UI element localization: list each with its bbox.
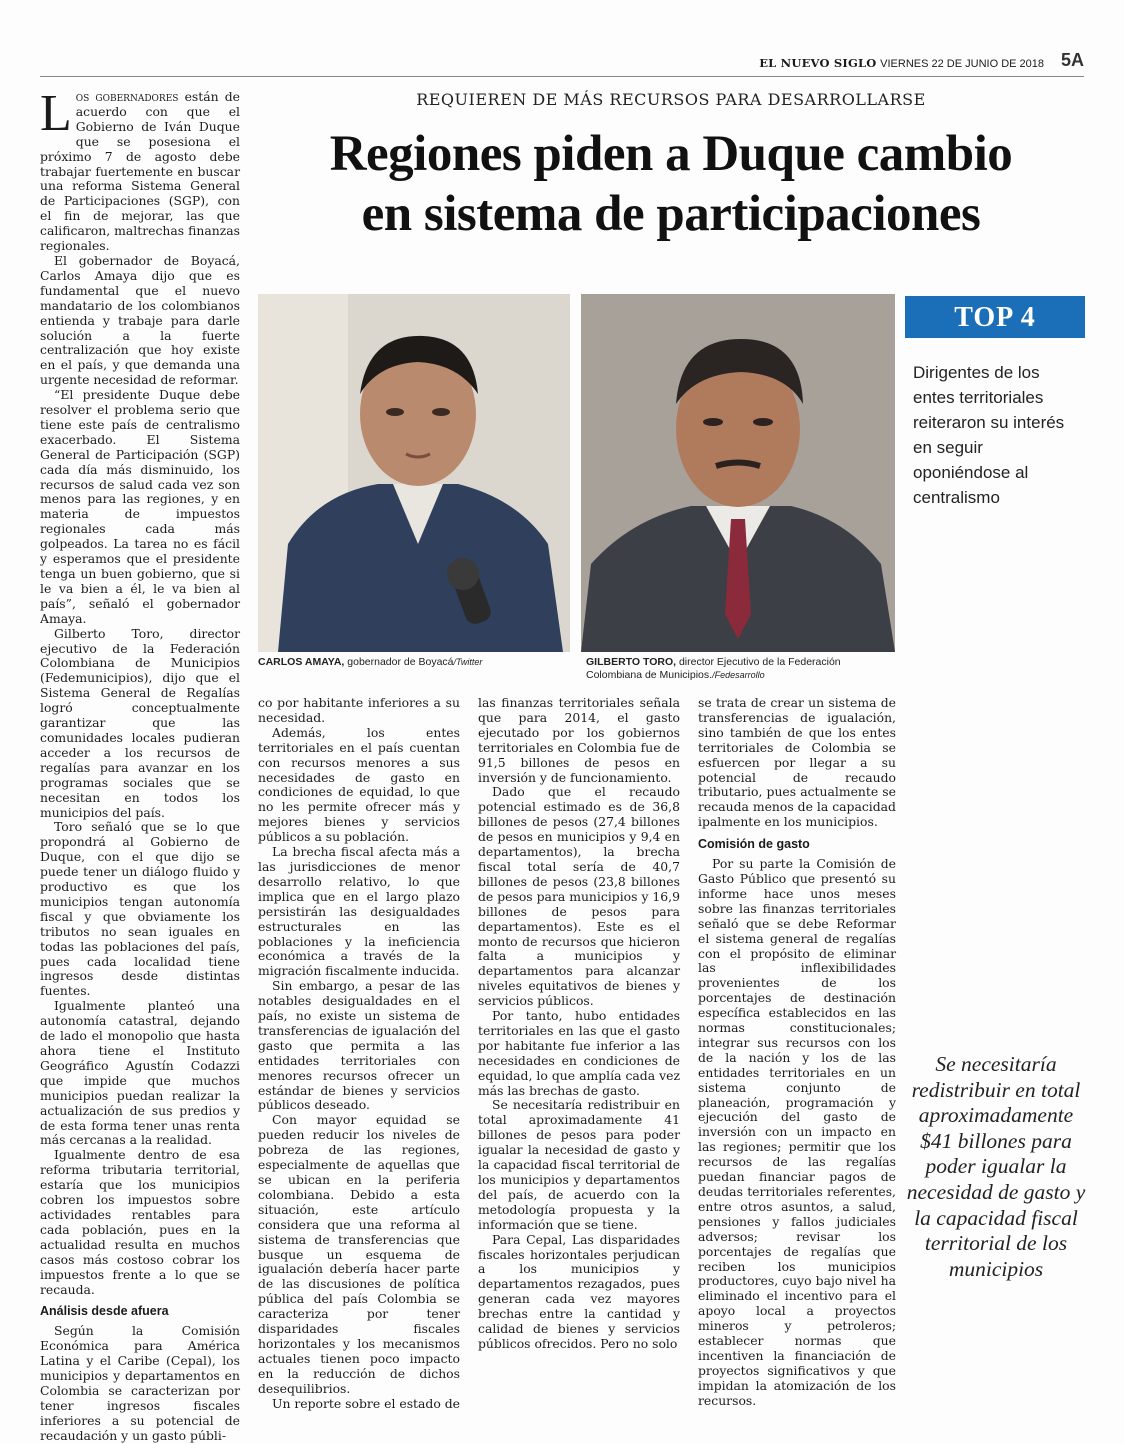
- photo-carlos-amaya: [258, 294, 570, 652]
- paragraph: Por su parte la Comisión de Gasto Público que presentó su informe hace unos meses sobre las finanzas territoriales señaló que se debe Reformar el sistema general de regalías con el propósito de eliminar las inflexibilidades provenientes de los porcentajes de destinación específica establecidos en las normas constitucionales; integrar sus recursos con los de la nación y los de las entidades territoriales en un sistema conjunto de planeación, programación y ejecución del gasto de inversión con un impacto en las regiones; permitir que los recursos de las regalías puedan financiar pagos de deudas territoriales referentes, entre otros asuntos, a salud, pensiones y fallos judiciales adversos; revisar los porcentajes de regalías que reciben los municipios productores, cuyo bajo nivel ha eliminado el incentivo para el apoyo local a proyectos mineros y petroleros; establecer normas que incentiven la financiación de proyectos significativos y que impidan la atomización de los recursos.: [698, 856, 896, 1408]
- caption-credit: /Twitter: [453, 657, 483, 667]
- paragraph: co por habitante inferiores a su necesidad.: [258, 695, 460, 725]
- paragraph: Se necesitaría redistribuir en total aproximadamente 41 billones de pesos para poder igualar la necesidad de gasto y la capacidad fiscal territorial de los municipios y departamentos del país, de acuerdo con la metodología propuesta y la información que se tiene.: [478, 1097, 680, 1232]
- paragraph: Con mayor equidad se pueden reducir los niveles de pobreza de las regiones, especialmente de aquellas que se ubican en la periferia colombiana. Debido a esta situación, este artículo considera que una reforma al sistema de transferencias que busque un esquema de igualación debería hacer parte de las discusiones de política pública del país Colombia se caracteriza por tener disparidades fiscales horizontales y los mecanismos actuales tienen poco impacto en la reducción de dichos desequilibrios.: [258, 1112, 460, 1396]
- paragraph: Además, los entes territoriales en el país cuentan con recursos menores a sus necesidades de gasto en condiciones de equidad, lo que no les permite ofrecer más y mejores bienes y servicios públicos a su población.: [258, 724, 460, 845]
- portrait-illustration: [581, 294, 895, 652]
- paragraph: Según la Comisión Económica para América Latina y el Caribe (Cepal), los municipios y departamentos en Colombia se caracterizan por tener ingresos fiscales inferiores a su potencial de recaudación y un gasto públi-: [40, 1323, 240, 1443]
- headline-line-2: en sistema de participaciones: [361, 186, 981, 242]
- lead-text: están de acuerdo con que el Gobierno de Iván Duque que se posesiona el próximo 7 de agosto debe trabajar fuertemente en buscar una reforma Sistema General de Participaciones (SGP), con el fin de mejorar, las que calificaron, maltrechas finanzas regionales.: [40, 89, 240, 254]
- paragraph: El gobernador de Boyacá, Carlos Amaya dijo que es fundamental que el nuevo mandatario de los colombianos entienda y trabaje para darle solución a la fuerte centralización que hoy existe en el país, y que demanda una urgente necesidad de reformar.: [40, 252, 240, 388]
- paragraph: Igualmente planteó una autonomía catastral, dejando de lado el monopolio que hasta ahora tiene el Instituto Geográfico Agustín Codazzi que impide que muchos municipios puedan realizar la actualización de sus predios y de esta forma tener unas renta más cercanas a la realidad.: [40, 998, 240, 1148]
- masthead: [759, 56, 1044, 70]
- article-column-3: [478, 696, 680, 1352]
- article-column-4: [698, 696, 896, 1409]
- subheading: Comisión de gasto: [698, 837, 810, 852]
- caption-text: director Ejecutivo de la Federación Colombiana de Municipios.: [586, 656, 841, 681]
- caption-credit: /Fedesarrollo: [712, 670, 765, 680]
- paragraph: se trata de crear un sistema de transferencias de igualación, sino también de que los entes territoriales de Colombia se esfuercen por llegar a su potencial de recaudo tributario, pues actualmente se recauda menos de la capacidad ipalmente en los municipios.: [698, 695, 896, 830]
- lead-paragraph: [40, 85, 240, 254]
- subheading: Análisis desde afuera: [40, 1304, 169, 1319]
- top4-text: Dirigentes de los entes territoriales reiteraron su interés en seguir oponiéndose al centralismo: [913, 363, 1065, 507]
- page-header: [40, 46, 1084, 77]
- article-column-1: [40, 85, 240, 1444]
- caption-text: gobernador de Boyacá: [344, 656, 454, 668]
- paragraph: las finanzas territoriales señala que para 2014, el gasto ejecutado por los gobiernos territoriales en Colombia fue de 91,5 billones de pesos en inversión y de funcionamiento.: [478, 695, 680, 785]
- drop-cap: L: [40, 85, 72, 142]
- article-headline: [258, 124, 1084, 244]
- headline-line-1: Regiones piden a Duque cambio: [329, 126, 1013, 182]
- pull-quote: Se necesitaría redistribuir en total aproximadamente $41 billones para poder igualar la necesidad de gasto y la capacidad fiscal territorial de los municipios: [906, 1052, 1086, 1281]
- article-column-2: [258, 696, 460, 1412]
- paragraph: Dado que el recaudo potencial estimado es de 36,8 billones de pesos (27,4 billones de pesos en municipios y 9,4 en departamentos), la brecha fiscal total sería de 40,7 billones de pesos (23,8 billones de pesos para municipios y 16,9 billones de pesos para departamentos). Este es el monto de recursos que hicieron falta a municipios y departamentos para alcanzar niveles equitativos de bienes y servicios públicos.: [478, 784, 680, 1009]
- paragraph: “El presidente Duque debe resolver el problema serio que tiene este país de centralismo exacerbado. El Sistema General de Participación (SGP) cada día más disminuido, los recursos de salud cada vez son menos para las regiones, y en materia de impuestos regionales cada más golpeados. La tarea no es fácil y esperamos que el presidente tenga un buen gobierno, que si le va bien a él, le va bien al país”, señaló el gobernador Amaya.: [40, 387, 240, 626]
- paragraph: Para Cepal, Las disparidades fiscales horizontales perjudican a los municipios y departamentos rezagados, pues generan cada vez mayores brechas entre la cantidad y calidad de bienes y servicios públicos ofrecidos. Pero no solo: [478, 1231, 680, 1351]
- paragraph: Gilberto Toro, director ejecutivo de la Federación Colombiana de Municipios (Fedemunicipios), dijo que el Sistema General de Regalías logró conceptualmente garantizar que las comunidades locales pudieran acceder a los recursos de regalías para avanzar en los programas sociales que se necesitan en todos los municipios del país.: [40, 625, 240, 820]
- photo-caption-1: [258, 656, 570, 669]
- portrait-illustration: [258, 294, 570, 652]
- top4-badge: TOP 4: [905, 296, 1085, 338]
- paragraph: Toro señaló que se lo que propondrá al Gobierno de Duque, con el que dijo se puede tener un diálogo fluido y productivo es que los municipios tengan autonomía fiscal y que obviamente los tributos no sean iguales en todas las poblaciones del país, pues cada localidad tiene ingresos desde distintas fuentes.: [40, 819, 240, 999]
- photo-caption-2: [586, 656, 896, 682]
- caption-name: GILBERTO TORO,: [586, 656, 677, 668]
- lead-small-caps: os gobernadores: [75, 89, 179, 104]
- paragraph: Sin embargo, a pesar de las notables desigualdades en el país, no existe un sistema de transferencias de igualación del gasto que permita a las entidades territoriales con menores recursos ofrecer un estándar de bienes y servicios públicos deseado.: [258, 978, 460, 1113]
- paragraph: Por tanto, hubo entidades territoriales en las que el gasto por habitante fue inferior a las necesidades en condiciones de equidad, lo que amplía cada vez más las brechas de gasto.: [478, 1008, 680, 1098]
- paragraph: Igualmente dentro de esa reforma tributaria territorial, estaría que los municipios cobren los impuestos sobre actividades rentables para cada población, pues en la actualidad resulta en muchos casos más costoso cobrar los impuestos frente a lo que se recauda.: [40, 1147, 240, 1297]
- newspaper-name: EL NUEVO SIGLO: [759, 56, 877, 70]
- paragraph: La brecha fiscal afecta más a las jurisdicciones de menor desarrollo relativo, lo que implica que en el largo plazo persistirán las desigualdades estructurales en las poblaciones y la ineficiencia económica a través de la migración fiscalmente inducida.: [258, 844, 460, 979]
- issue-date: VIERNES 22 DE JUNIO DE 2018: [880, 58, 1044, 70]
- article-kicker: REQUIEREN DE MÁS RECURSOS PARA DESARROLLARSE: [416, 90, 926, 109]
- paragraph: Un reporte sobre el estado de: [272, 1395, 461, 1411]
- caption-name: CARLOS AMAYA,: [258, 656, 345, 668]
- page-number: 5A: [1060, 50, 1084, 70]
- photo-gilberto-toro: [581, 294, 895, 652]
